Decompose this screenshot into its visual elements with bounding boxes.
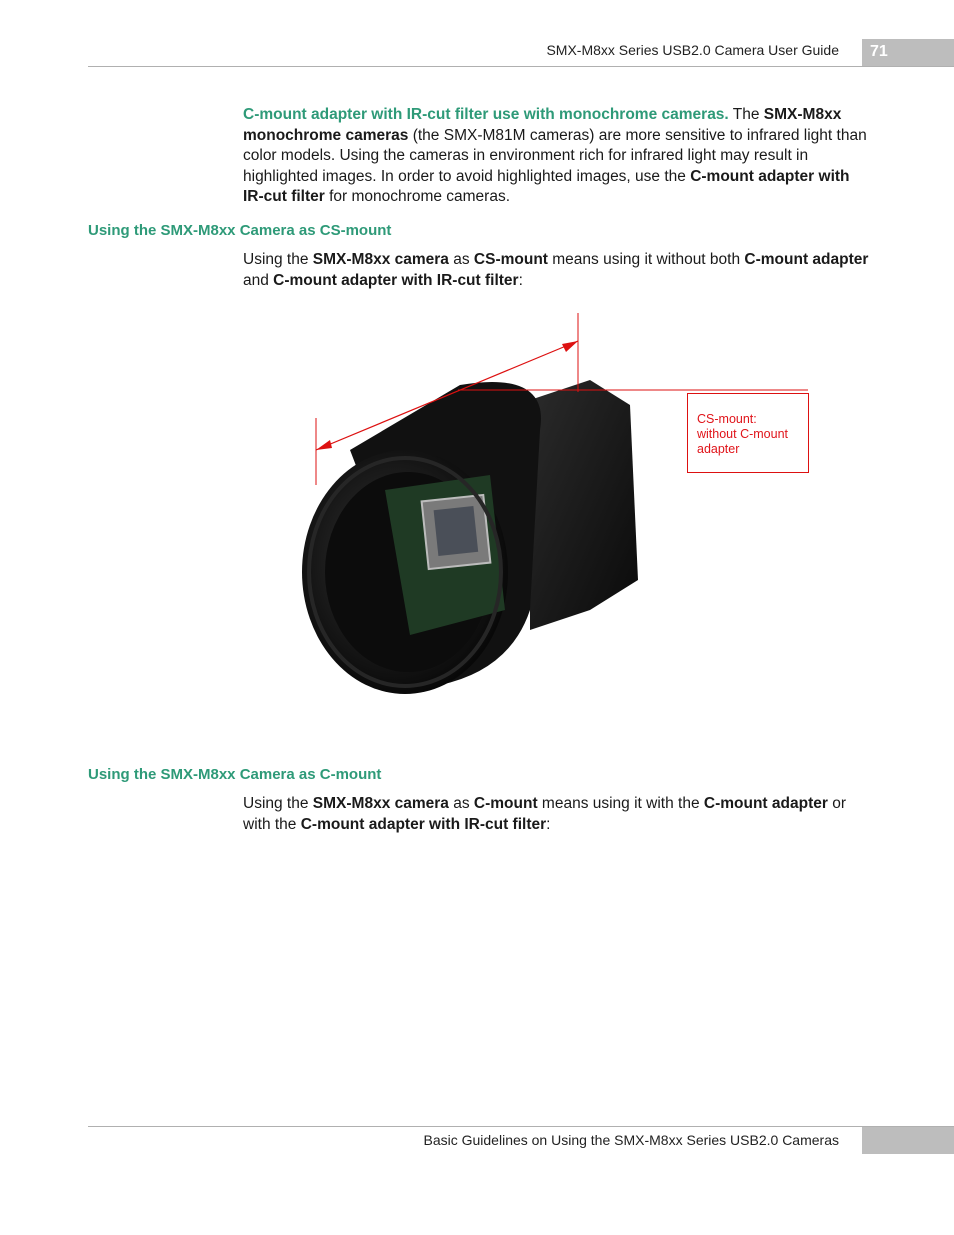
c-text: Using the xyxy=(243,795,313,812)
cs-text: : xyxy=(518,271,523,289)
section-heading-cs-mount: Using the SMX-M8xx Camera as CS-mount xyxy=(88,222,392,239)
cs-text: and xyxy=(243,271,274,289)
arrowhead-left xyxy=(316,440,332,450)
c-text: means using it with the xyxy=(537,795,704,812)
cs-text: means using it without both xyxy=(547,251,745,268)
page-number: 71 xyxy=(862,39,954,67)
camera-body xyxy=(530,380,638,630)
intro-text: for monochrome cameras. xyxy=(324,188,511,205)
c-bold: C-mount adapter xyxy=(703,795,828,812)
c-bold: C-mount xyxy=(473,795,538,812)
camera-figure xyxy=(290,310,820,710)
footer-tab xyxy=(862,1127,954,1154)
intro-paragraph xyxy=(243,105,873,208)
cs-text: Using the xyxy=(243,251,313,268)
c-text: : xyxy=(546,815,551,833)
cs-bold: C-mount adapter xyxy=(744,251,869,268)
cs-text: as xyxy=(448,251,474,268)
header-rule xyxy=(88,66,954,67)
intro-lead: C-mount adapter with IR-cut filter use with monochrome cameras. xyxy=(243,106,729,123)
c-text: or with the xyxy=(243,795,846,833)
callout-line: adapter xyxy=(697,442,740,456)
c-bold: SMX-M8xx camera xyxy=(312,795,449,812)
c-mount-paragraph xyxy=(243,794,873,835)
cs-mount-callout xyxy=(687,393,809,473)
c-text: as xyxy=(448,795,474,812)
arrowhead-right xyxy=(562,341,578,352)
cs-bold: SMX-M8xx camera xyxy=(312,251,449,268)
footer-rule xyxy=(88,1126,954,1127)
header-title: SMX-M8xx Series USB2.0 Camera User Guide xyxy=(546,42,839,58)
intro-bold: SMX-M8xx monochrome cameras xyxy=(243,106,842,144)
cs-bold: CS-mount xyxy=(473,251,548,268)
intro-text: (the SMX-M81M cameras) are more sensitive to infrared light than color models. Using the cameras in environment rich for infrared light may result in highlighted images. In order to avoid highlighted images, use the xyxy=(243,126,867,185)
cs-mount-paragraph xyxy=(243,250,873,291)
section-heading-c-mount: Using the SMX-M8xx Camera as C-mount xyxy=(88,766,382,783)
callout-line: without C-mount xyxy=(697,427,789,441)
intro-bold: C-mount adapter with IR-cut filter xyxy=(243,167,850,205)
intro-text: The xyxy=(728,106,764,123)
callout-line: CS-mount: xyxy=(697,412,757,426)
footer-title: Basic Guidelines on Using the SMX-M8xx Series USB2.0 Cameras xyxy=(423,1132,839,1148)
cs-bold: C-mount adapter with IR-cut filter xyxy=(273,271,519,289)
c-bold: C-mount adapter with IR-cut filter xyxy=(300,815,547,833)
